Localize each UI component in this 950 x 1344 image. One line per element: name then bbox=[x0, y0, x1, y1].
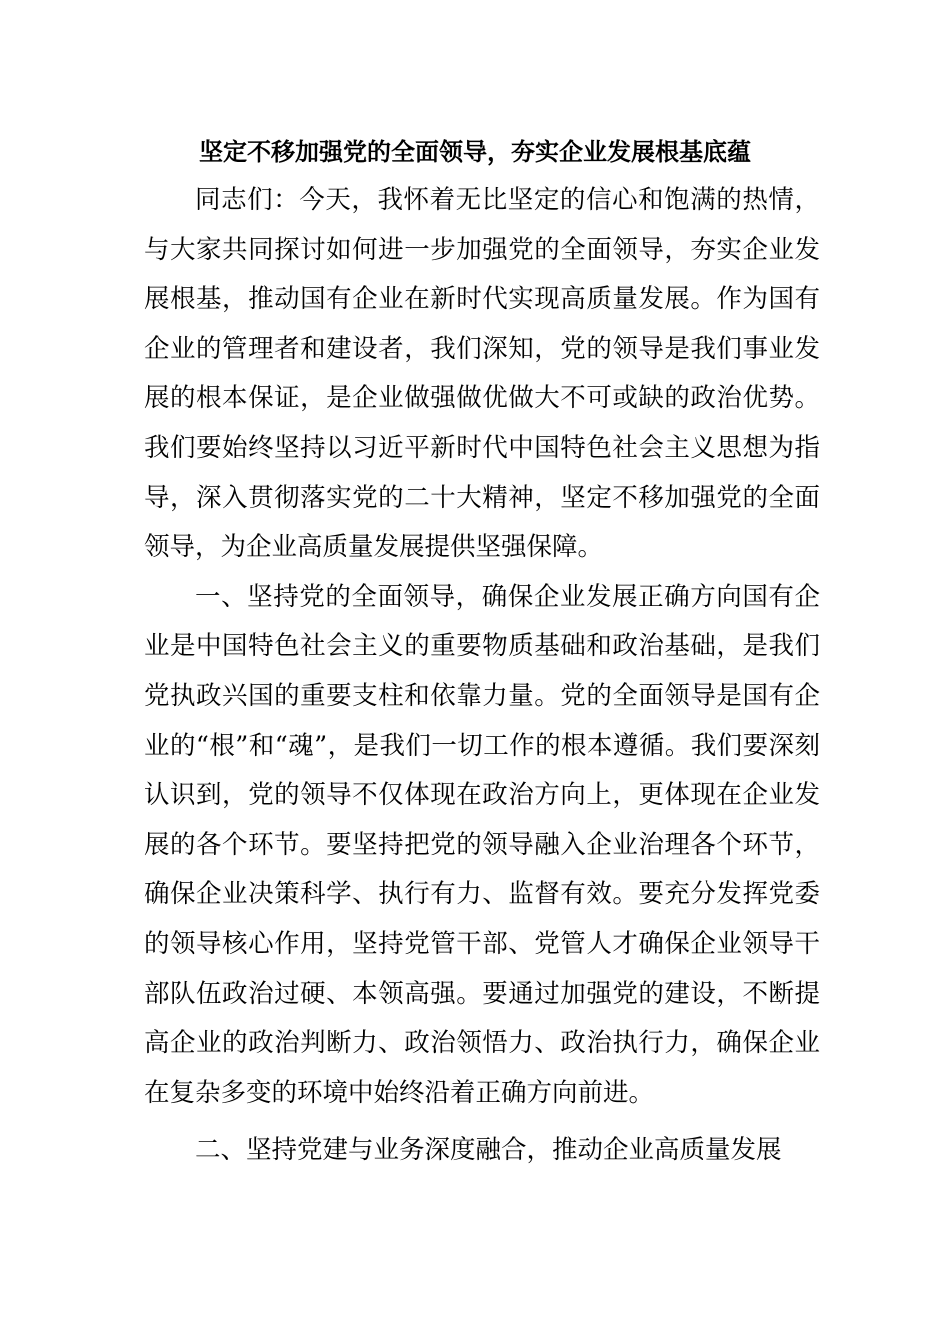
paragraph-section-two-heading: 二、坚持党建与业务深度融合，推动企业高质量发展 bbox=[195, 1135, 782, 1166]
document-body bbox=[144, 176, 820, 1176]
document-title: 坚定不移加强党的全面领导，夯实企业发展根基底蕴 bbox=[199, 138, 751, 166]
paragraph-intro: 同志们：今天，我怀着无比坚定的信心和饱满的热情，与大家共同探讨如何进一步加强党的全面领导，夯实企业发展根基，推动国有企业在新时代实现高质量发展。作为国有企业的管理者和建设者，我们深知，党的领导是我们事业发展的根本保证，是企业做强做优做大不可或缺的政治优势。我们要始终坚持以习近平新时代中国特色社会主义思想为指导，深入贯彻落实党的二十大精神，坚定不移加强党的全面领导，为企业高质量发展提供坚强保障。 bbox=[144, 185, 820, 563]
paragraph-section-one: 一、坚持党的全面领导，确保企业发展正确方向国有企业是中国特色社会主义的重要物质基础和政治基础，是我们党执政兴国的重要支柱和依靠力量。党的全面领导是国有企业的“根”和“魂”，是我们一切工作的根本遵循。我们要深刻认识到，党的领导不仅体现在政治方向上，更体现在企业发展的各个环节。要坚持把党的领导融入企业治理各个环节，确保企业决策科学、执行有力、监督有效。要充分发挥党委的领导核心作用，坚持党管干部、党管人才确保企业领导干部队伍政治过硬、本领高强。要通过加强党的建设，不断提高企业的政治判断力、政治领悟力、政治执行力，确保企业在复杂多变的环境中始终沿着正确方向前进。 bbox=[144, 581, 820, 1108]
